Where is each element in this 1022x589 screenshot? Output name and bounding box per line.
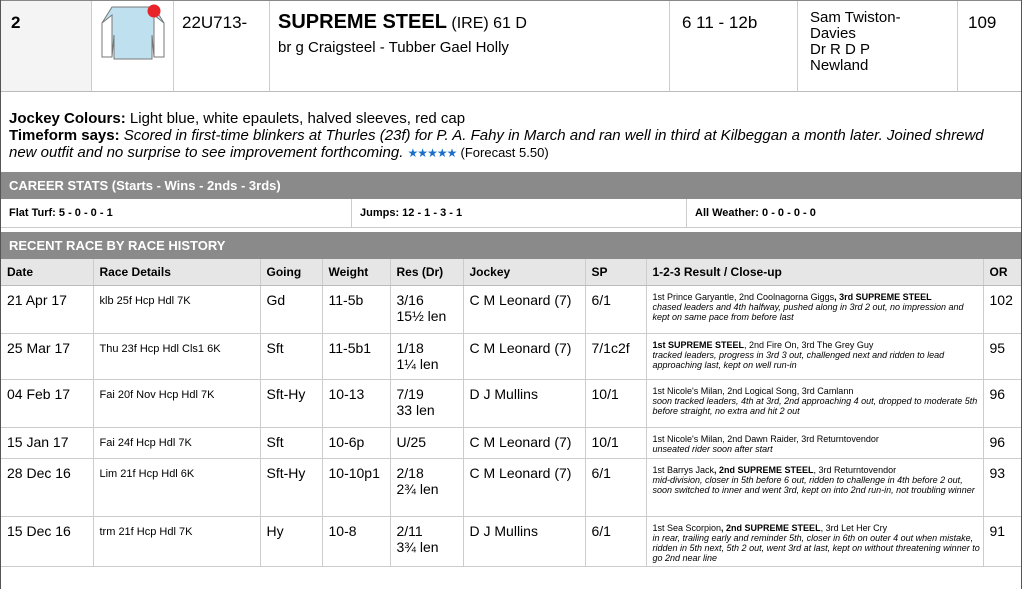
jockey[interactable]: D J Mullins: [463, 517, 585, 567]
result-closeup: [646, 428, 983, 459]
finish-result: [390, 428, 463, 459]
finish-result: [390, 334, 463, 380]
beaten-distance: 2¾ len: [396, 481, 439, 497]
finish-result: [390, 286, 463, 334]
forecast-odds: (Forecast 5.50): [460, 145, 549, 160]
position: 1/18: [396, 340, 424, 356]
result-closeup: [646, 286, 983, 334]
jockey[interactable]: C M Leonard (7): [463, 334, 585, 380]
beaten-distance: 33 len: [396, 402, 435, 418]
result-closeup: [646, 380, 983, 428]
weight: 10-13: [322, 380, 390, 428]
timeform-label: Timeform says:: [9, 127, 120, 144]
col-date: Date: [1, 259, 93, 286]
closeup-comment: unseated rider soon after start: [652, 444, 773, 454]
race-date: 28 Dec 16: [1, 459, 93, 517]
beaten-distance: 3¾ len: [396, 539, 439, 555]
horse-details: (IRE) 61 D: [451, 15, 527, 32]
result-placings-rest: , 3rd Returntovendor: [813, 465, 897, 475]
starting-price: 10/1: [585, 380, 646, 428]
finish-result: [390, 517, 463, 567]
result-closeup: [646, 459, 983, 517]
race-history-table: [1, 259, 1021, 567]
beaten-distance: 1¼ len: [396, 356, 439, 372]
table-row[interactable]: [1, 334, 1021, 380]
going: Gd: [260, 286, 322, 334]
jockey[interactable]: C M Leonard (7): [463, 286, 585, 334]
race-details[interactable]: klb 25f Hcp Hdl 7K: [93, 286, 260, 334]
starting-price: 10/1: [585, 428, 646, 459]
going: Sft-Hy: [260, 459, 322, 517]
race-date: 04 Feb 17: [1, 380, 93, 428]
official-rating: 93: [983, 459, 1021, 517]
table-row[interactable]: [1, 517, 1021, 567]
colours-label: Jockey Colours:: [9, 110, 126, 127]
result-closeup: [646, 517, 983, 567]
breeding: br g Craigsteel - Tubber Gael Holly: [278, 39, 509, 56]
result-placings-highlight: 1st SUPREME STEEL: [652, 340, 745, 350]
position: 3/16: [396, 292, 424, 308]
col-race-details: Race Details: [93, 259, 260, 286]
weight: 10-6p: [322, 428, 390, 459]
col-or: OR: [983, 259, 1021, 286]
race-details[interactable]: Lim 21f Hcp Hdl 6K: [93, 459, 260, 517]
closeup-comment: in rear, trailing early and reminder 5th, closer in 6th on outer 4 out when mistake, ridden in 5th next, 5th 2 out, went 3rd at last, kept on without threatening winner to go 2nd near line: [652, 533, 980, 563]
result-placings: 1st Barrys Jack: [652, 465, 715, 475]
race-details[interactable]: Fai 24f Hcp Hdl 7K: [93, 428, 260, 459]
weight: 11-5b: [322, 286, 390, 334]
starting-price: 6/1: [585, 459, 646, 517]
official-rating: 95: [983, 334, 1021, 380]
trainer-name[interactable]: Dr R D P Newland: [810, 41, 870, 74]
runner-number: 2: [1, 1, 92, 91]
col-result: Res (Dr): [390, 259, 463, 286]
jockey[interactable]: D J Mullins: [463, 380, 585, 428]
table-row[interactable]: [1, 286, 1021, 334]
official-rating: 96: [983, 380, 1021, 428]
going: Sft: [260, 428, 322, 459]
result-placings-rest: , 3rd Let Her Cry: [820, 523, 888, 533]
starting-price: 7/1c2f: [585, 334, 646, 380]
jumps-stats: Jumps: 12 - 1 - 3 - 1: [352, 199, 687, 227]
closeup-comment: soon tracked leaders, 4th at 3rd, 2nd approaching 4 out, dropped to moderate 5th before straight, no extra and hit 2 out: [652, 396, 978, 416]
position: U/25: [396, 434, 427, 450]
official-rating: 109: [958, 1, 1021, 91]
table-header-row: [1, 259, 1021, 286]
col-weight: Weight: [322, 259, 390, 286]
table-row[interactable]: [1, 428, 1021, 459]
result-placings: 1st Prince Garyantle, 2nd Coolnagorna Giggs: [652, 292, 835, 302]
race-date: 15 Dec 16: [1, 517, 93, 567]
closeup-comment: tracked leaders, progress in 3rd 3 out, challenged next and ridden to lead approaching last, kept on well run-in: [652, 350, 945, 370]
silk-icon: [92, 1, 174, 91]
weight: 10-8: [322, 517, 390, 567]
starting-price: 6/1: [585, 517, 646, 567]
career-stats-heading: CAREER STATS (Starts - Wins - 2nds - 3rds): [1, 172, 1021, 199]
horse-name[interactable]: SUPREME STEEL: [278, 11, 447, 33]
result-placings-highlight: , 2nd SUPREME STEEL: [714, 465, 814, 475]
result-placings: 1st Nicole's Milan, 2nd Logical Song, 3rd Camlann: [652, 386, 854, 396]
result-placings: 1st Nicole's Milan, 2nd Dawn Raider, 3rd Returntovendor: [652, 434, 879, 444]
career-stats: [1, 199, 1021, 228]
col-sp: SP: [585, 259, 646, 286]
race-date: 25 Mar 17: [1, 334, 93, 380]
horse-info: [270, 1, 670, 91]
race-history-heading: RECENT RACE BY RACE HISTORY: [1, 232, 1021, 259]
result-placings: 1st Sea Scorpion: [652, 523, 722, 533]
runner-info: [1, 92, 1021, 172]
official-rating: 96: [983, 428, 1021, 459]
finish-result: [390, 380, 463, 428]
starting-price: 6/1: [585, 286, 646, 334]
closeup-comment: chased leaders and 4th halfway, pushed along in 3rd 2 out, no impression and kept on same pace from before last: [652, 302, 964, 322]
beaten-distance: 15½ len: [396, 308, 447, 324]
table-row[interactable]: [1, 380, 1021, 428]
race-details[interactable]: trm 21f Hcp Hdl 7K: [93, 517, 260, 567]
timeform-verdict: Scored in first-time blinkers at Thurles (23f) for P. A. Fahy in March and ran well in third at Kilbeggan a month later. Joined shrewd new outfit and no surprise to see improvement forthcoming.: [9, 127, 984, 161]
race-date: 21 Apr 17: [1, 286, 93, 334]
official-rating: 102: [983, 286, 1021, 334]
form-figures: 22U713-: [174, 1, 270, 91]
position: 7/19: [396, 386, 424, 402]
position: 2/18: [396, 465, 424, 481]
weight: 10-10p1: [322, 459, 390, 517]
jockey-silk: [92, 1, 174, 91]
weight: 11-5b1: [322, 334, 390, 380]
all-weather-stats: All Weather: 0 - 0 - 0 - 0: [695, 207, 816, 219]
connections: [798, 1, 958, 91]
going: Sft: [260, 334, 322, 380]
result-placings-rest: , 2nd Fire On, 3rd The Grey Guy: [744, 340, 874, 350]
col-jockey: Jockey: [463, 259, 585, 286]
jockey[interactable]: C M Leonard (7): [463, 428, 585, 459]
race-details[interactable]: Thu 23f Hcp Hdl Cls1 6K: [93, 334, 260, 380]
runner-header: [1, 0, 1021, 92]
result-closeup: [646, 334, 983, 380]
race-details[interactable]: Fai 20f Nov Hcp Hdl 7K: [93, 380, 260, 428]
going: Sft-Hy: [260, 380, 322, 428]
colours-value: Light blue, white epaulets, halved sleeves, red cap: [129, 110, 466, 127]
result-placings-highlight: , 2nd SUPREME STEEL: [721, 523, 821, 533]
age-weight: 6 11 - 12b: [670, 1, 798, 91]
col-result-closeup: 1-2-3 Result / Close-up: [646, 259, 983, 286]
closeup-comment: mid-division, closer in 5th before 6 out, ridden to challenge in 4th before 2 out, soon switched to inner and went 3rd, kept on into 2nd run-in, not troubling winner: [652, 475, 975, 495]
jockey-name[interactable]: Sam Twiston-Davies: [810, 9, 901, 42]
result-placings-highlight: , 3rd SUPREME STEEL: [834, 292, 932, 302]
flat-turf-stats: Flat Turf: 5 - 0 - 0 - 1: [1, 199, 352, 227]
position: 2/11: [396, 523, 423, 539]
table-row[interactable]: [1, 459, 1021, 517]
official-rating: 91: [983, 517, 1021, 567]
race-date: 15 Jan 17: [1, 428, 93, 459]
star-rating-icon: ★★★★★: [407, 146, 457, 160]
going: Hy: [260, 517, 322, 567]
col-going: Going: [260, 259, 322, 286]
finish-result: [390, 459, 463, 517]
jockey[interactable]: C M Leonard (7): [463, 459, 585, 517]
